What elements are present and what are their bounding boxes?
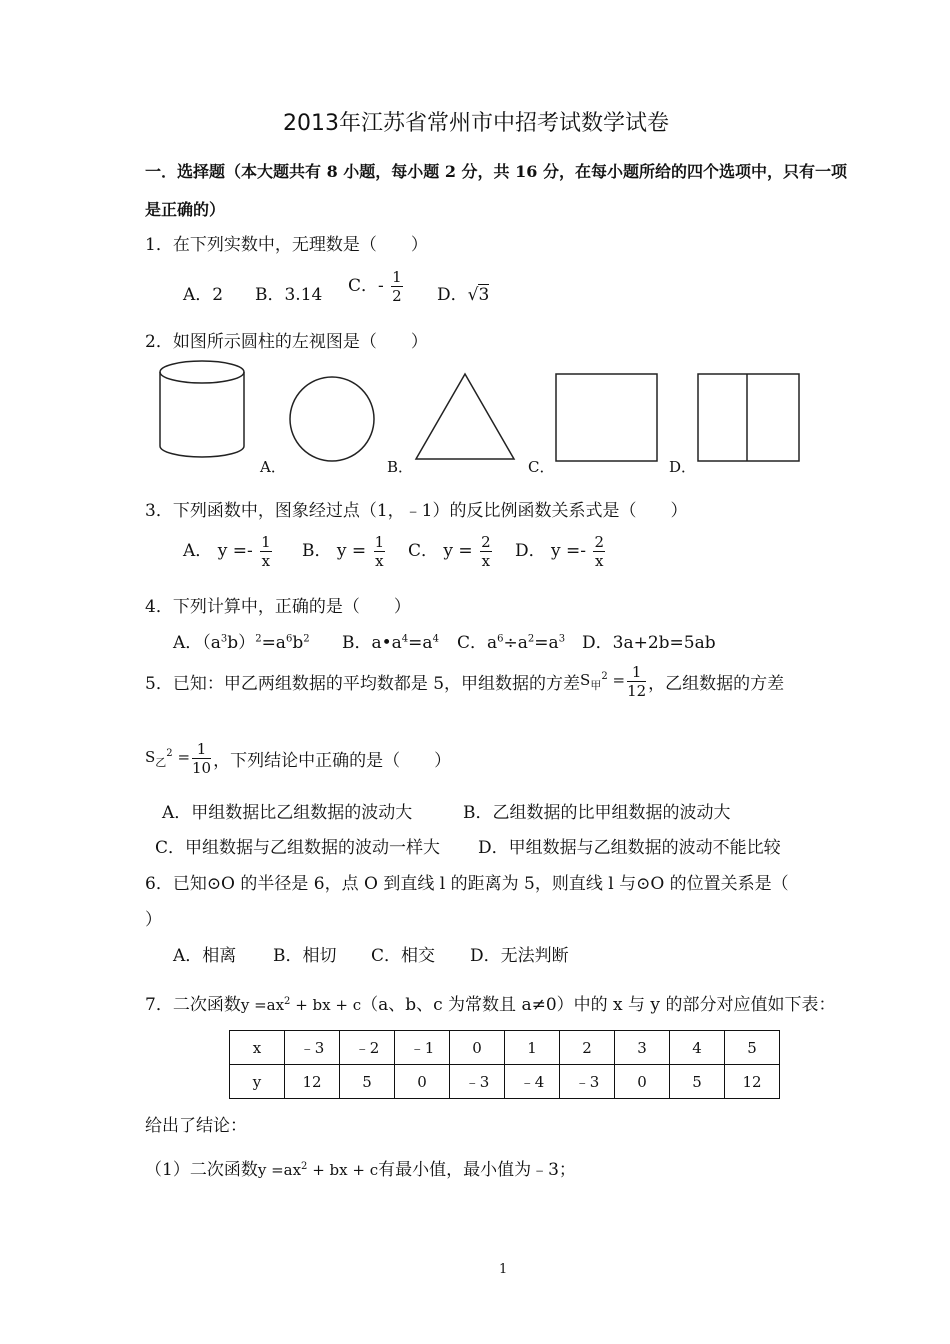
q4-option-c-part: =a (534, 633, 559, 653)
split-rectangle-option-figure (696, 372, 802, 464)
q2-label-b: B． (387, 458, 414, 476)
q3-option-d-fraction (593, 533, 605, 570)
q1-option-d-label: D． (437, 285, 468, 305)
q4-option-b (342, 628, 439, 653)
table-cell: 5 (670, 1065, 725, 1099)
table-cell: 4 (670, 1031, 725, 1065)
q4-option-b-part: =a (408, 633, 433, 653)
q7-conclusion-function (258, 1161, 378, 1179)
q4-option-b-part: B．a•a (342, 633, 402, 653)
fraction-numerator: 1 (261, 533, 271, 551)
table-cell: ﹣2 (340, 1031, 395, 1065)
q3-option-c-expr: y = (443, 541, 473, 561)
exponent: 2 (601, 670, 608, 682)
q4-option-a-part: b） (227, 633, 256, 653)
q4-option-a-part: A．（a (173, 633, 221, 653)
q2-label-c: C． (528, 458, 555, 476)
q7-stem (145, 990, 835, 1015)
table-cell: 0 (450, 1031, 505, 1065)
q3-option-b (302, 533, 387, 570)
fraction-denominator: 10 (192, 759, 212, 777)
q5-option-d: D．甲组数据与乙组数据的波动不能比较 (478, 838, 781, 858)
table-cell: 0 (615, 1065, 670, 1099)
exponent: 6 (497, 633, 504, 645)
table-cell: ﹣1 (395, 1031, 450, 1065)
table-cell: 3 (615, 1031, 670, 1065)
fraction-denominator: x (594, 552, 604, 570)
q1-option-c-label: C． (348, 276, 379, 296)
q2-label-a: A． (260, 458, 286, 476)
q6-option-d: D．无法判断 (470, 946, 569, 966)
q5-stem-line1 (145, 663, 784, 700)
q3-option-d (515, 533, 607, 570)
fraction-numerator: 2 (594, 533, 604, 551)
exponent: 2 (301, 1161, 308, 1172)
fraction-numerator: 1 (374, 533, 385, 551)
fraction-denominator: 2 (392, 287, 402, 305)
table-cell: ﹣4 (505, 1065, 560, 1099)
exponent: 2 (255, 633, 262, 645)
q7-value-table (229, 1030, 780, 1099)
q3-option-a (183, 533, 274, 570)
sqrt-icon: √ (467, 285, 479, 305)
table-row-x (230, 1031, 780, 1065)
section-heading-line1: 一．选择题（本大题共有 8 小题，每小题 2 分，共 16 分，在每小题所给的四个选项中，只有一项 (145, 162, 847, 181)
q4-option-a-part: =a (261, 633, 286, 653)
cylinder-figure (155, 358, 249, 462)
q6-option-b: B．相切 (273, 946, 337, 966)
q4-option-c (457, 628, 565, 653)
function-part: y =ax (240, 996, 285, 1014)
table-cell: 1 (505, 1031, 560, 1065)
q5-stem-text: ，下列结论中正确的是（ ） (213, 751, 452, 771)
q4-option-d: D．3a+2b=5ab (582, 633, 716, 653)
q7-stem-text: 7．二次函数 (145, 995, 241, 1015)
q1-option-d (437, 280, 489, 305)
fraction-numerator: 2 (481, 533, 491, 551)
q3-option-b-fraction (374, 533, 386, 570)
table-cell: 0 (395, 1065, 450, 1099)
table-cell: ﹣3 (450, 1065, 505, 1099)
page-number: 1 (499, 1262, 508, 1277)
fraction-numerator: 1 (392, 268, 402, 286)
table-cell: ﹣3 (560, 1065, 615, 1099)
q6-stem-line2: ） (145, 910, 162, 930)
function-part: y =ax (257, 1161, 302, 1179)
exponent: 4 (432, 633, 439, 645)
table-cell: 2 (560, 1031, 615, 1065)
q1-option-a: A．2 (183, 285, 224, 305)
q1-option-b: B．3.14 (255, 285, 323, 305)
exponent: 2 (527, 633, 535, 645)
variance-subscript: 乙 (155, 755, 167, 769)
q3-option-b-expr: y = (336, 541, 367, 561)
function-part: + bx + c (307, 1161, 379, 1179)
fraction-denominator: x (481, 552, 491, 570)
q5-option-a: A．甲组数据比乙组数据的波动大 (162, 803, 413, 823)
q5-option-b: B．乙组数据的比甲组数据的波动大 (463, 803, 731, 823)
table-cell: x (230, 1031, 285, 1065)
q7-stem-text: （a、b、c 为常数且 a≠0）中的 x 与 y 的部分对应值如下表： (361, 995, 836, 1015)
fraction-numerator: 1 (192, 740, 211, 759)
fraction-denominator: x (375, 552, 384, 570)
q4-stem: 4．下列计算中，正确的是（ ） (145, 597, 411, 617)
fraction-denominator: x (261, 552, 271, 570)
q3-option-d-expr: y =- (551, 541, 587, 561)
q5-yi-fraction (192, 740, 211, 777)
exponent: 6 (285, 633, 293, 645)
table-cell: ﹣3 (285, 1031, 340, 1065)
equals-sign: = (177, 747, 191, 766)
q2-stem: 2．如图所示圆柱的左视图是（ ） (145, 332, 428, 352)
q5-stem-text: ，乙组数据的方差 (648, 674, 785, 694)
exponent: 2 (284, 996, 291, 1007)
q7-conclusion-text: 有最小值，最小值为﹣3； (378, 1160, 576, 1180)
section-heading-line2: 是正确的） (145, 200, 226, 219)
exponent: 2 (166, 747, 173, 759)
q4-option-a-part: b (292, 633, 304, 653)
q3-option-a-expr: y =- (217, 541, 253, 561)
q3-option-c-fraction (480, 533, 492, 570)
variance-yi (145, 747, 191, 769)
q7-conclusion-1 (145, 1155, 576, 1180)
variance-subscript: 甲 (590, 678, 602, 692)
q6-stem-line1: 6．已知⊙O 的半径是 6，点 O 到直线 l 的距离为 5，则直线 l 与⊙O 的位置关系是（ (145, 874, 789, 894)
q1-option-d-radicand: 3 (478, 285, 490, 305)
variance-symbol: S (580, 670, 591, 689)
q2-label-d: D． (669, 458, 697, 476)
q6-option-a: A．相离 (173, 946, 237, 966)
fraction-denominator: 12 (627, 682, 647, 700)
q6-option-c: C．相交 (371, 946, 436, 966)
q1-option-c (348, 268, 405, 305)
q4-option-a (173, 628, 310, 653)
exponent: 3 (558, 633, 566, 645)
q3-option-b-label: B． (302, 541, 332, 561)
table-cell: 5 (725, 1031, 780, 1065)
circle-option-figure (286, 373, 380, 467)
q7-conclusion-text: （1）二次函数 (145, 1160, 258, 1180)
variance-jia (580, 670, 626, 692)
q5-option-c: C．甲组数据与乙组数据的波动一样大 (155, 838, 441, 858)
exponent: 2 (303, 633, 310, 645)
table-cell: 12 (725, 1065, 780, 1099)
q4-option-c-part: C．a (457, 633, 498, 653)
q1-option-c-fraction (391, 268, 403, 305)
q4-option-c-part: ÷a (503, 633, 528, 653)
table-cell: 12 (285, 1065, 340, 1099)
variance-symbol: S (145, 747, 156, 766)
rectangle-option-figure (554, 372, 660, 464)
q7-given: 给出了结论： (145, 1116, 247, 1136)
fraction-numerator: 1 (627, 663, 646, 682)
q3-option-d-label: D． (515, 541, 546, 561)
q3-option-c-label: C． (408, 541, 439, 561)
q3-option-a-label: A． (183, 541, 213, 561)
q3-stem: 3．下列函数中，图象经过点（1，﹣1）的反比例函数关系式是（ ） (145, 501, 688, 521)
q5-stem-text: 5．已知：甲乙两组数据的平均数都是 5，甲组数据的方差 (145, 674, 581, 694)
page-title: 2013年江苏省常州市中招考试数学试卷 (283, 111, 669, 136)
table-cell: y (230, 1065, 285, 1099)
exponent: 3 (220, 633, 228, 645)
exponent: 4 (401, 633, 409, 645)
table-cell: 5 (340, 1065, 395, 1099)
equals-sign: = (612, 670, 626, 689)
function-part: + bx + c (290, 996, 362, 1014)
q3-option-a-fraction (260, 533, 272, 570)
q7-function (241, 996, 361, 1014)
table-row-y (230, 1065, 780, 1099)
triangle-option-figure (412, 370, 518, 464)
q1-stem: 1．在下列实数中，无理数是（ ） (145, 235, 428, 255)
q1-option-c-sign: - (378, 276, 384, 296)
q5-stem-line2 (145, 740, 451, 777)
q5-jia-fraction (627, 663, 646, 700)
q3-option-c (408, 533, 494, 570)
